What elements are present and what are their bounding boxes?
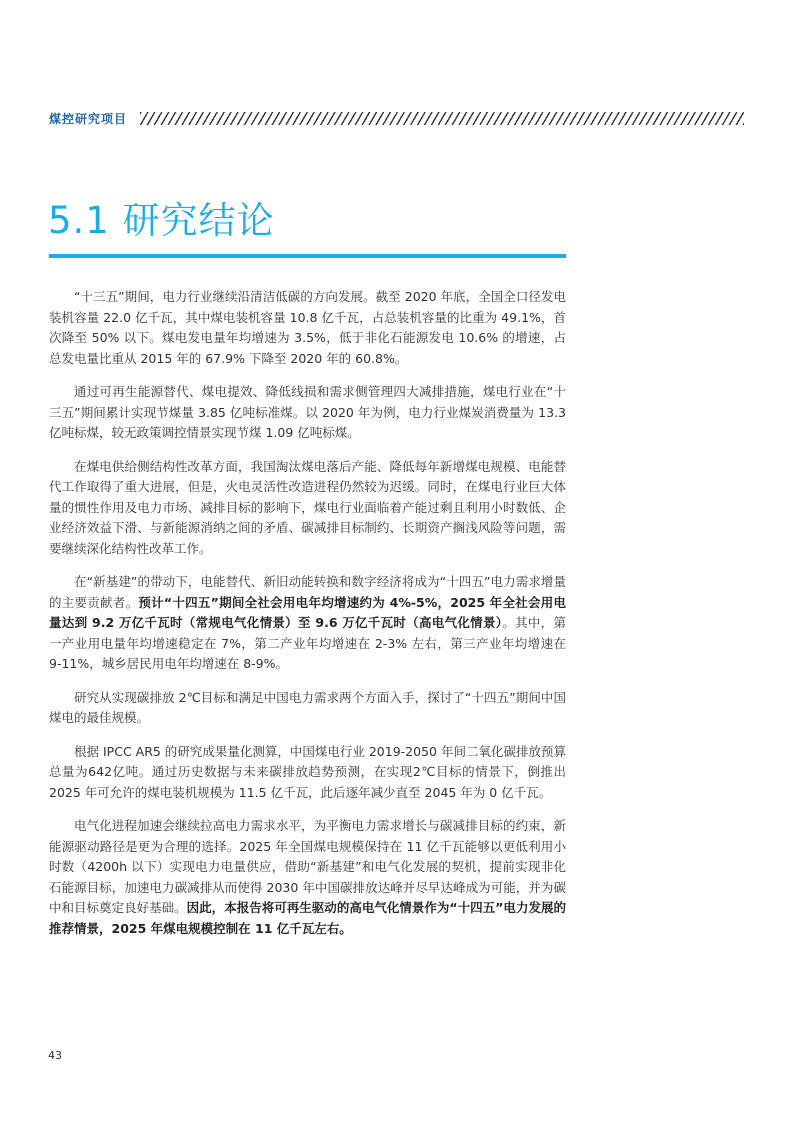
paragraph-3: 在煤电供给侧结构性改革方面，我国淘汰煤电落后产能、降低每年新增煤电规模、电能替代工作取得了重大进展，但是，火电灵活性改造进程仍然较为迟缓。同时，在煤电行业巨大体量的惯性作用及电力市场、减排目标的影响下，煤电行业面临着产能过剩且利用小时数低、企业经济效益下滑、与新能源消纳之间的矛盾、碳减排目标制约、长期资产搁浅风险等问题，需要继续深化结构性改革工作。 — [49, 458, 566, 556]
paragraph-7-lead: 电气化进程加速会继续拉高电力需求水平，为平衡电力需求增长与碳减排目标的约束，新能源驱动路径是更为合理的选择。2025 年全国煤电规模保持在 11 亿千瓦能够以更低利用小时数（4200h 以下）实现电力电量供应，借助“新基建”和电气化发展的契机，提前实现非化石能源目标，加速电力碳减排从而使得 2030 年中国碳排放达峰并尽早达峰成为可能，并为碳中和目标奠定良好基础。 — [49, 818, 566, 915]
header-label: 煤控研究项目 — [49, 112, 128, 126]
paragraph-4-tail: 。其中，第一产业用电量年均增速稳定在 7%，第二产业年均增速在 2-3% 左右，第三产业年均增速在 9-11%，城乡居民用电年均增速在 8-9%。 — [49, 615, 566, 671]
paragraph-7 — [49, 816, 566, 939]
page-number: 43 — [48, 1049, 62, 1062]
paragraph-7-bold: 因此，本报告将可再生驱动的高电气化情景作为“十四五”电力发展的推荐情景，2025 年煤电规模控制在 11 亿千瓦左右。 — [49, 900, 566, 936]
paragraph-4-bold: 预计“十四五”期间全社会用电年均增速约为 4%-5%，2025 年全社会用电量达到 9.2 万亿千瓦时（常规电气化情景）至 9.6 万亿千瓦时（高电气化情景） — [49, 594, 566, 630]
paragraph-4-lead: 在“新基建”的带动下，电能替代、新旧动能转换和数字经济将成为“十四五”电力需求增量的主要贡献者。 — [49, 574, 566, 610]
paragraph-6: 根据 IPCC AR5 的研究成果量化测算，中国煤电行业 2019-2050 年间二氧化碳排放预算总量为642亿吨。通过历史数据与未来碳排放趋势预测，在实现2℃目标的情景下，倒推出 2025 年可允许的煤电装机规模为 11.5 亿千瓦，此后逐年减少直至 2045 年为 0 亿千瓦。 — [49, 743, 566, 800]
paragraph-2: 通过可再生能源替代、煤电提效、降低线损和需求侧管理四大减排措施，煤电行业在“十三五”期间累计实现节煤量 3.85 亿吨标准煤。以 2020 年为例，电力行业煤炭消费量为 13.3 亿吨标煤，较无政策调控情景实现节煤 1.09 亿吨标煤。 — [49, 384, 566, 440]
header-hatch-decoration — [140, 112, 744, 125]
section-title: 5.1 研究结论 — [48, 199, 275, 242]
title-underline-rule — [49, 254, 566, 258]
paragraph-1: “十三五”期间，电力行业继续沿清洁低碳的方向发展。截至 2020 年底，全国全口径发电装机容量 22.0 亿千瓦，其中煤电装机容量 10.8 亿千瓦，占总装机容量的比重为 49.1%，首次降至 50% 以下。煤电发电量年均增速为 3.5%，低于非化石能源发电 10.6% 的增速，占总发电量比重从 2015 年的 67.9% 下降至 2020 年的 60.8%。 — [49, 289, 566, 366]
paragraph-5: 研究从实现碳排放 2℃目标和满足中国电力需求两个方面入手，探讨了“十四五”期间中国煤电的最佳规模。 — [49, 689, 566, 725]
body-text — [49, 287, 566, 952]
paragraph-4 — [49, 572, 566, 675]
